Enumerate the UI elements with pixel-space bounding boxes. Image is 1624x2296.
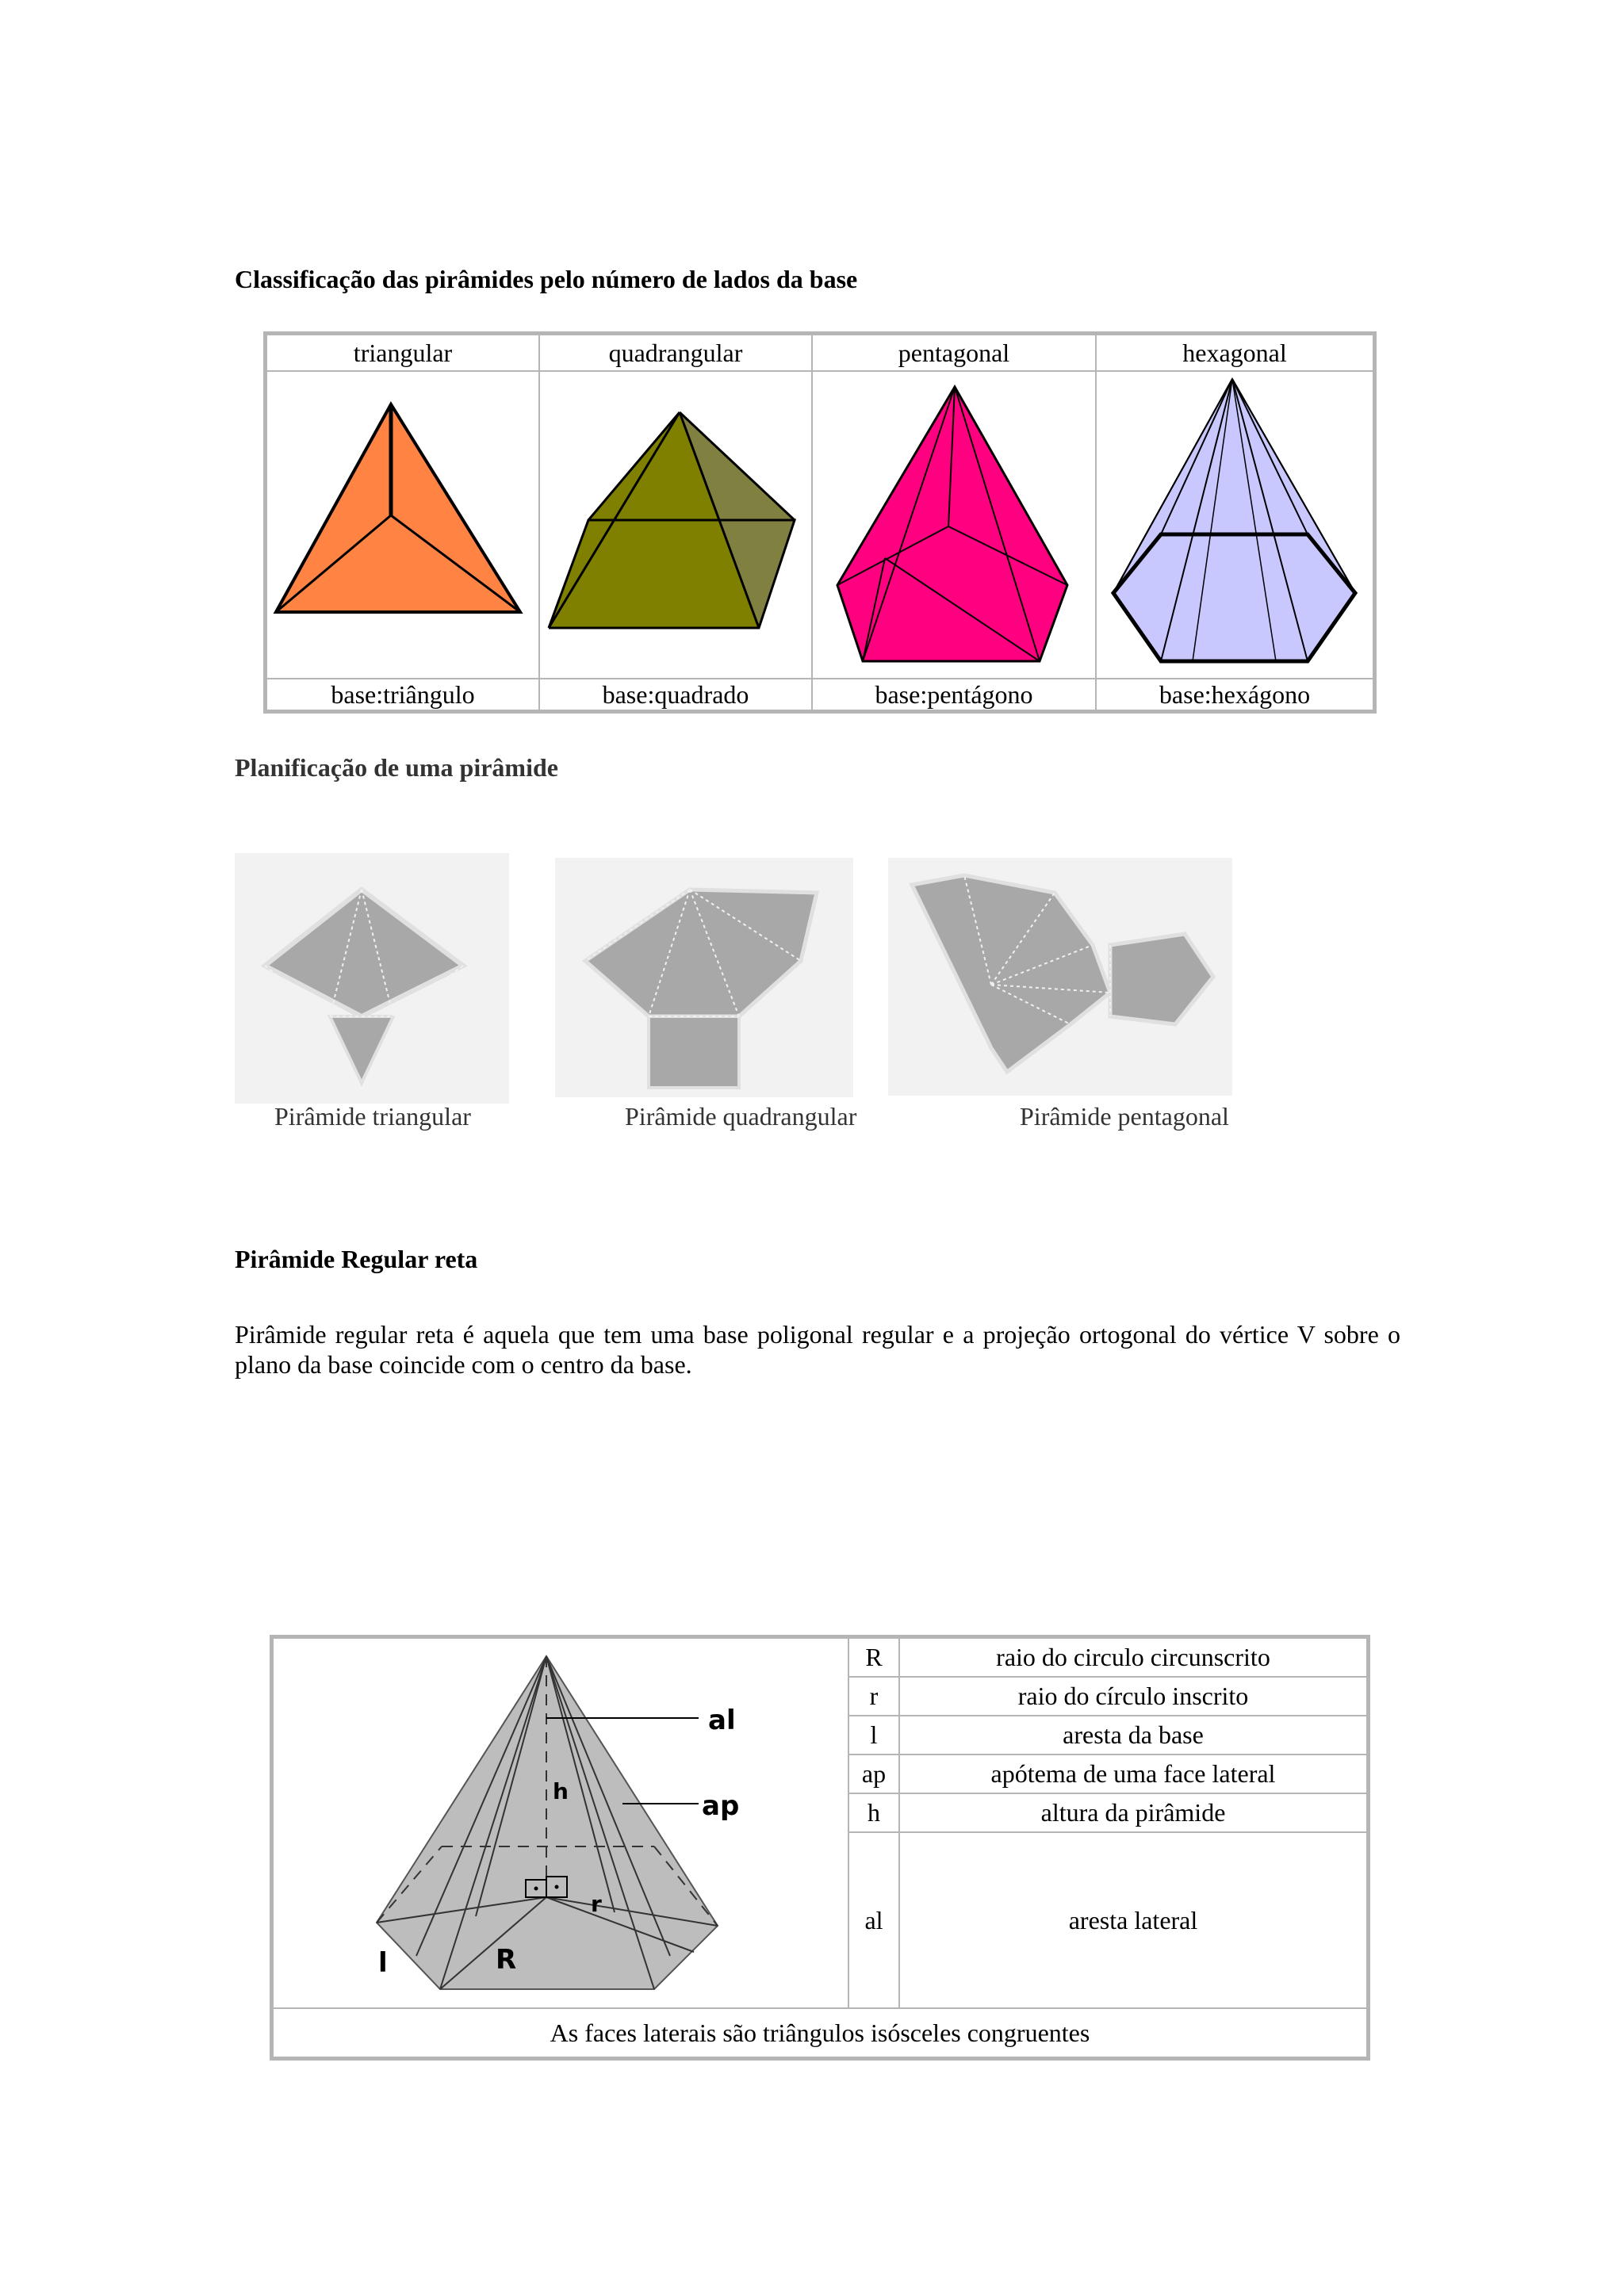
net-caption-triangular: Pirâmide triangular <box>274 1102 471 1131</box>
label-al: al <box>708 1705 736 1736</box>
net-image-triangular <box>235 853 509 1104</box>
image-cell-hexagonal <box>1095 370 1374 679</box>
classification-table <box>263 331 1377 714</box>
legend-symbol: h <box>848 1793 900 1833</box>
hexagonal-pyramid-figure <box>1097 373 1372 677</box>
pentagonal-pyramid-figure <box>814 373 1094 677</box>
regular-pyramid-definition: Pirâmide regular reta é aquela que tem uma base poligonal regular e a projeção ortogonal do vértice V sobre o plano da base coincide com o centro da base. <box>235 1320 1400 1379</box>
label-ap: ap <box>702 1790 740 1822</box>
table-footer-note: As faces laterais são triângulos isósceles congruentes <box>272 2007 1368 2058</box>
label-h: h <box>553 1778 569 1804</box>
section-heading-net: Planificação de uma pirâmide <box>235 753 558 782</box>
header-cell-pentagonal: pentagonal <box>811 334 1097 372</box>
legend-symbol: ap <box>848 1754 900 1794</box>
image-cell-quadrangular <box>538 370 813 679</box>
legend-symbol: r <box>848 1676 900 1716</box>
legend-meaning: raio do circulo circunscrito <box>898 1637 1368 1678</box>
base-cell-quadrangular: base:quadrado <box>538 678 813 711</box>
net-caption-quadrangular: Pirâmide quadrangular <box>625 1102 857 1131</box>
image-cell-pentagonal <box>811 370 1097 679</box>
legend-symbol: al <box>848 1831 900 2009</box>
regular-pyramid-table <box>270 1635 1370 2061</box>
legend-symbol: l <box>848 1715 900 1755</box>
legend-meaning: aresta da base <box>898 1715 1368 1755</box>
legend-meaning: apótema de uma face lateral <box>898 1754 1368 1794</box>
legend-meaning: altura da pirâmide <box>898 1793 1368 1833</box>
legend-meaning: raio do círculo inscrito <box>898 1676 1368 1716</box>
label-R: R <box>496 1944 517 1976</box>
header-cell-quadrangular: quadrangular <box>538 334 813 372</box>
legend-meaning: aresta lateral <box>898 1831 1368 2009</box>
quadrangular-pyramid-figure <box>541 373 810 677</box>
header-cell-hexagonal: hexagonal <box>1095 334 1374 372</box>
image-cell-triangular <box>266 370 540 679</box>
section-heading-regular: Pirâmide Regular reta <box>235 1245 478 1273</box>
base-cell-pentagonal: base:pentágono <box>811 678 1097 711</box>
section-heading-classification: Classificação das pirâmides pelo número de lados da base <box>235 265 858 293</box>
diagram-cell <box>272 1637 849 2009</box>
label-r: r <box>591 1891 602 1917</box>
triangular-pyramid-figure <box>268 373 538 677</box>
net-image-pentagonal <box>888 858 1232 1096</box>
base-cell-hexagonal: base:hexágono <box>1095 678 1374 711</box>
base-cell-triangular: base:triângulo <box>266 678 540 711</box>
regular-pyramid-diagram <box>274 1639 848 2007</box>
label-l: l <box>378 1947 388 1979</box>
net-image-quadrangular <box>555 858 853 1097</box>
legend-symbol: R <box>848 1637 900 1678</box>
header-cell-triangular: triangular <box>266 334 540 372</box>
net-caption-pentagonal: Pirâmide pentagonal <box>1020 1102 1229 1131</box>
